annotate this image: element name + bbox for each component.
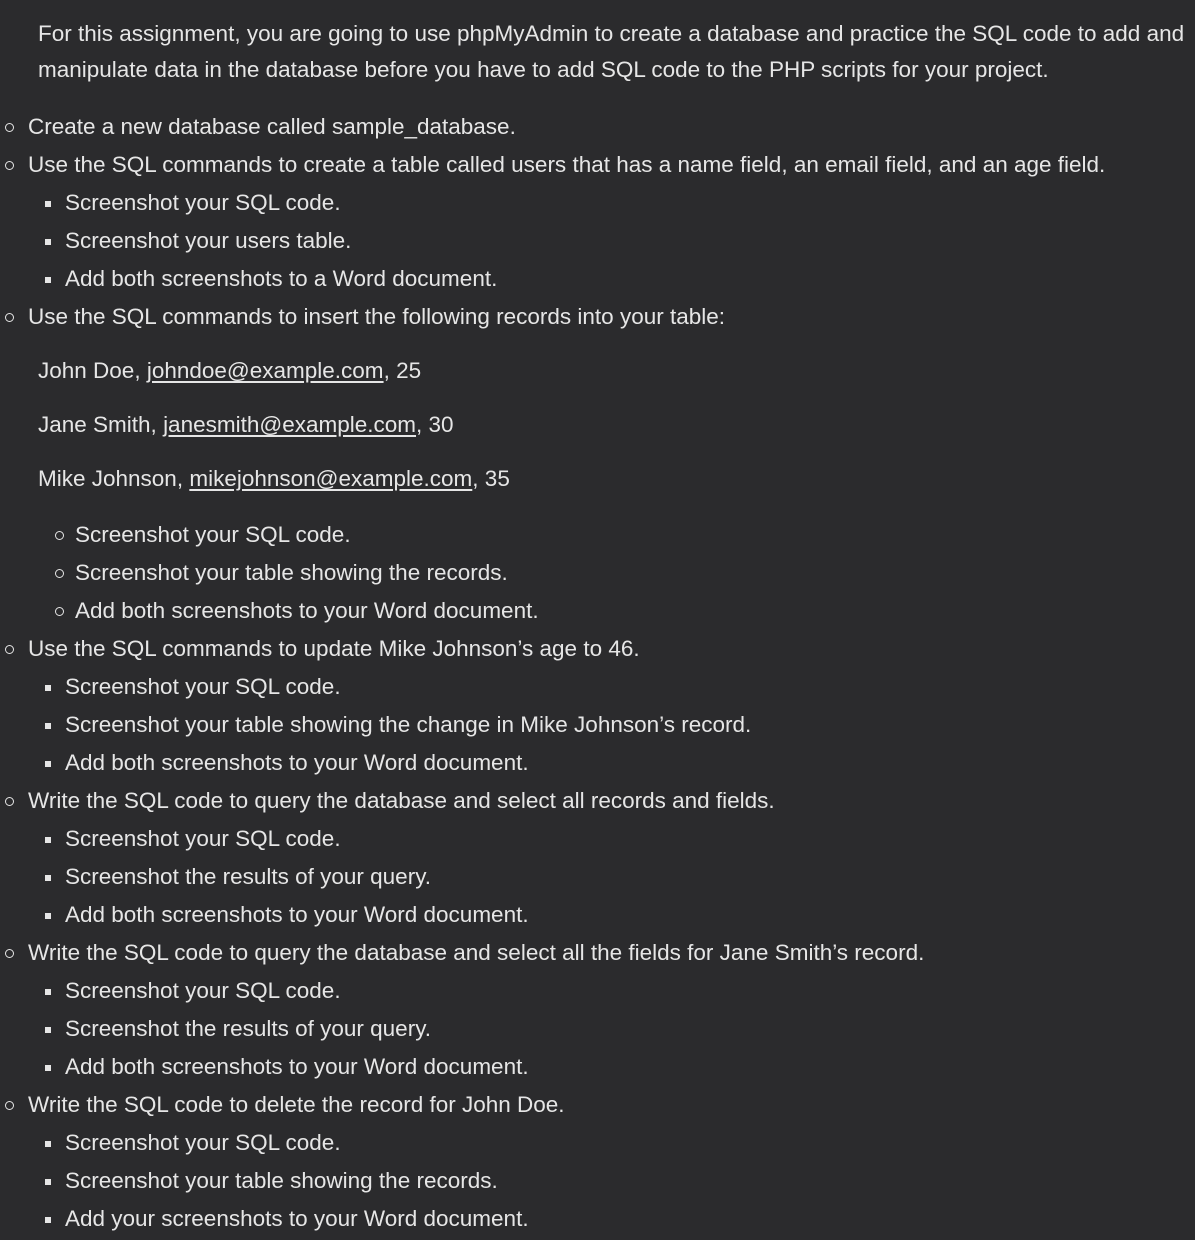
square-bullet-icon — [45, 1027, 51, 1033]
list-item — [65, 260, 497, 298]
record-name: Mike Johnson, — [38, 466, 190, 491]
list-item — [75, 516, 351, 554]
sub-item-label: Screenshot your SQL code. — [65, 190, 341, 215]
record-john-doe — [38, 352, 421, 390]
step-create-table — [28, 146, 1105, 184]
square-bullet-icon — [45, 1217, 51, 1223]
list-item — [65, 1162, 498, 1200]
square-bullet-icon — [45, 201, 51, 207]
record-age: , 30 — [416, 412, 454, 437]
intro-paragraph: For this assignment, you are going to use phpMyAdmin to create a database and practice the SQL code to add and manipulate data in the database before you have to add SQL code to the PHP scripts for your project. — [38, 21, 1185, 82]
step-label: Write the SQL code to query the database and select all records and fields. — [28, 788, 775, 813]
step-create-database — [28, 108, 516, 146]
list-item — [65, 184, 341, 222]
sub-item-label: Screenshot your users table. — [65, 228, 352, 253]
sub-item-label: Screenshot your table showing the records. — [75, 560, 508, 585]
sub-item-label: Add both screenshots to your Word document. — [65, 1054, 529, 1079]
hollow-bullet-icon — [5, 949, 14, 958]
square-bullet-icon — [45, 723, 51, 729]
list-item — [65, 222, 351, 260]
sub-item-label: Add both screenshots to your Word document. — [65, 750, 529, 775]
record-jane-smith — [38, 406, 454, 444]
record-age: , 25 — [383, 358, 422, 383]
step-label: Write the SQL code to delete the record for John Doe. — [28, 1092, 565, 1117]
square-bullet-icon — [45, 277, 51, 283]
square-bullet-icon — [45, 685, 51, 691]
sub-item-label: Add your screenshots to your Word document. — [65, 1206, 529, 1231]
list-item — [65, 1010, 431, 1048]
square-bullet-icon — [45, 1065, 51, 1071]
hollow-bullet-icon — [5, 1101, 14, 1110]
sub-item-label: Screenshot your table showing the records. — [65, 1168, 498, 1193]
step-label: Use the SQL commands to update Mike Johnson’s age to 46. — [28, 636, 640, 661]
square-bullet-icon — [45, 913, 51, 919]
step-delete-record — [28, 1086, 565, 1124]
list-item — [65, 972, 341, 1010]
square-bullet-icon — [45, 837, 51, 843]
sub-item-label: Screenshot your SQL code. — [65, 826, 341, 851]
list-item — [65, 744, 529, 782]
list-item — [65, 1200, 529, 1238]
hollow-bullet-icon — [55, 607, 64, 616]
hollow-bullet-icon — [55, 569, 64, 578]
record-email-link[interactable]: janesmith@example.com — [163, 412, 417, 437]
sub-item-label: Screenshot your SQL code. — [75, 522, 351, 547]
hollow-bullet-icon — [5, 797, 14, 806]
sub-item-label: Screenshot the results of your query. — [65, 864, 432, 889]
record-mike-johnson — [38, 460, 510, 498]
record-age: , 35 — [472, 466, 510, 491]
step-update-record — [28, 630, 640, 668]
step-select-jane — [28, 934, 924, 972]
list-item — [65, 1048, 529, 1086]
hollow-bullet-icon — [5, 645, 14, 654]
square-bullet-icon — [45, 761, 51, 767]
record-name: John Doe, — [38, 358, 147, 383]
list-item — [75, 592, 539, 630]
sub-item-label: Screenshot your table showing the change in Mike Johnson’s record. — [65, 712, 752, 737]
square-bullet-icon — [45, 239, 51, 245]
sub-item-label: Add both screenshots to your Word document. — [65, 902, 529, 927]
sub-item-label: Add both screenshots to your Word document. — [75, 598, 539, 623]
square-bullet-icon — [45, 1141, 51, 1147]
record-name: Jane Smith, — [38, 412, 164, 437]
list-item — [65, 896, 529, 934]
square-bullet-icon — [45, 1179, 51, 1185]
hollow-bullet-icon — [5, 123, 14, 132]
step-label: Use the SQL commands to insert the following records into your table: — [28, 304, 726, 329]
step-select-all — [28, 782, 775, 820]
step-label: Create a new database called sample_database. — [28, 114, 516, 139]
record-email-link[interactable]: johndoe@example.com — [146, 358, 384, 383]
square-bullet-icon — [45, 875, 51, 881]
sub-item-label: Screenshot your SQL code. — [65, 1130, 341, 1155]
hollow-bullet-icon — [5, 313, 14, 322]
list-item — [65, 820, 341, 858]
list-item — [75, 554, 508, 592]
hollow-bullet-icon — [55, 531, 64, 540]
sub-item-label: Add both screenshots to a Word document. — [65, 266, 498, 291]
list-item — [65, 668, 341, 706]
sub-item-label: Screenshot the results of your query. — [65, 1016, 432, 1041]
square-bullet-icon — [45, 989, 51, 995]
list-item — [65, 1124, 341, 1162]
step-insert-records — [28, 298, 725, 336]
record-email-link[interactable]: mikejohnson@example.com — [189, 466, 473, 491]
hollow-bullet-icon — [5, 161, 14, 170]
list-item — [65, 858, 431, 896]
step-label: Use the SQL commands to create a table called users that has a name field, an email field, and an age field. — [28, 152, 1106, 177]
sub-item-label: Screenshot your SQL code. — [65, 674, 341, 699]
sub-item-label: Screenshot your SQL code. — [65, 978, 341, 1003]
step-label: Write the SQL code to query the database and select all the fields for Jane Smith’s record. — [28, 940, 925, 965]
list-item — [65, 706, 751, 744]
